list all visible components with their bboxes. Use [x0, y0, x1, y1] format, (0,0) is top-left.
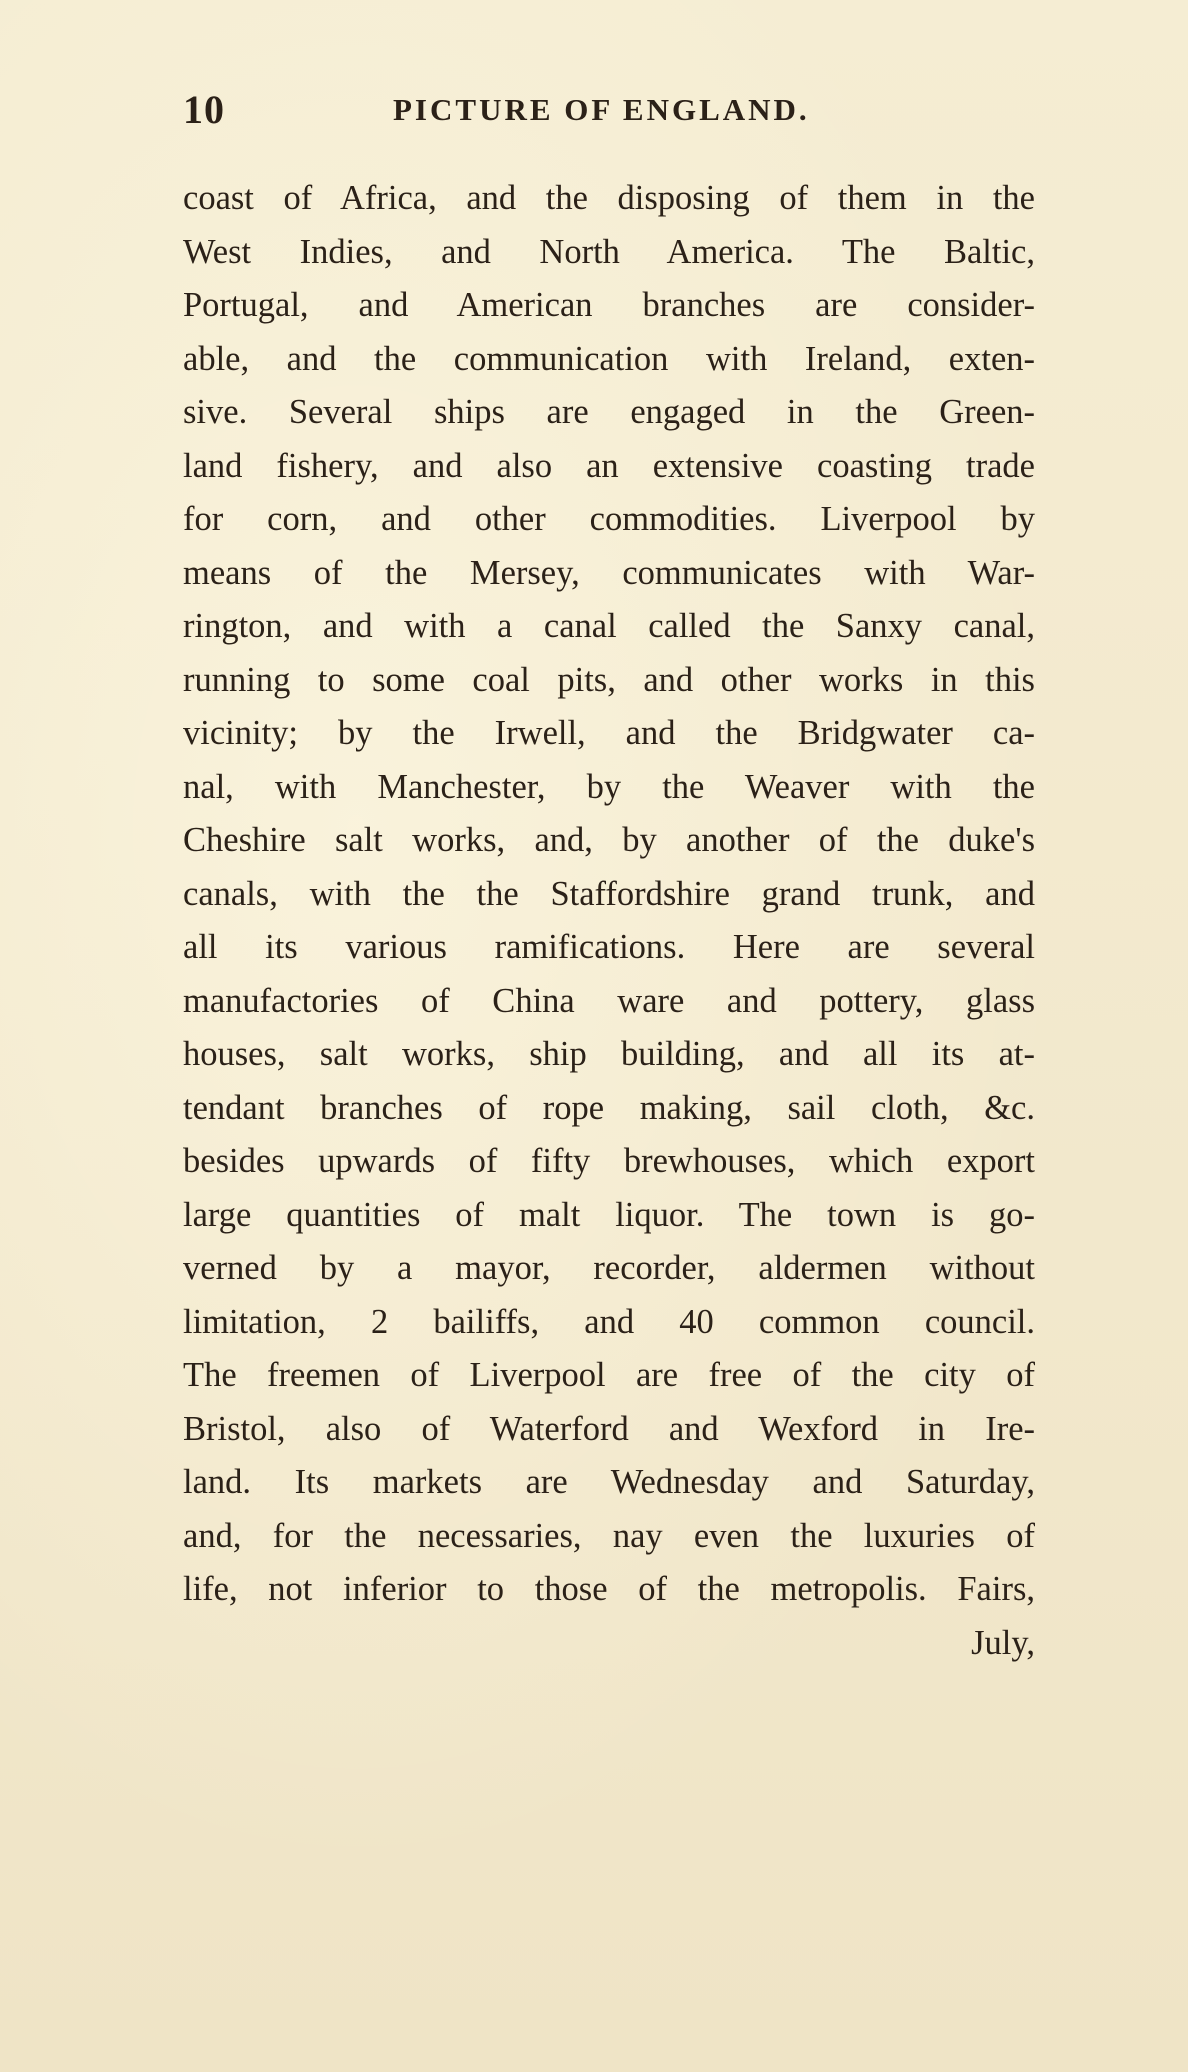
catchword: July,	[971, 1623, 1035, 1662]
text-line: able, and the communication with Ireland, exten-	[183, 339, 1035, 378]
page-number: 10	[183, 87, 225, 132]
text-line: large quantities of malt liquor. The town is go-	[183, 1195, 1035, 1234]
text-line: means of the Mersey, communicates with War-	[183, 553, 1035, 592]
text-line: and, for the necessaries, nay even the luxuries of	[183, 1516, 1035, 1555]
text-line: life, not inferior to those of the metropolis. Fairs,	[183, 1570, 1035, 1608]
text-line: verned by a mayor, recorder, aldermen without	[183, 1249, 1035, 1287]
body-text	[183, 172, 1035, 1670]
text-line: vicinity; by the Irwell, and the Bridgwater ca-	[183, 714, 1035, 752]
text-line: land. Its markets are Wednesday and Saturday,	[183, 1463, 1035, 1501]
text-line: The freemen of Liverpool are free of the city of	[183, 1356, 1035, 1394]
text-line: manufactories of China ware and pottery, glass	[183, 981, 1035, 1020]
page-header	[183, 86, 1013, 146]
running-title: PICTURE OF ENGLAND.	[393, 92, 810, 127]
text-line: land fishery, and also an extensive coasting trade	[183, 446, 1035, 485]
text-line: running to some coal pits, and other works in this	[183, 660, 1035, 699]
text-line: West Indies, and North America. The Baltic,	[183, 232, 1035, 271]
text-line: all its various ramifications. Here are several	[183, 928, 1035, 966]
text-line: Bristol, also of Waterford and Wexford in Ire-	[183, 1409, 1035, 1448]
text-line: for corn, and other commodities. Liverpool by	[183, 500, 1035, 538]
text-line: tendant branches of rope making, sail cloth, &c.	[183, 1088, 1035, 1127]
text-line: besides upwards of fifty brewhouses, which export	[183, 1142, 1035, 1180]
text-line: limitation, 2 bailiffs, and 40 common council.	[183, 1302, 1035, 1341]
text-line: houses, salt works, ship building, and all its at-	[183, 1035, 1035, 1073]
text-line: coast of Africa, and the disposing of them in the	[183, 179, 1035, 217]
text-line: canals, with the the Staffordshire grand trunk, and	[183, 874, 1035, 913]
text-line: Cheshire salt works, and, by another of the duke's	[183, 821, 1035, 859]
text-line: Portugal, and American branches are consider-	[183, 286, 1035, 324]
text-line: rington, and with a canal called the Sanxy canal,	[183, 607, 1035, 645]
text-line: sive. Several ships are engaged in the Green-	[183, 393, 1035, 431]
text-line: nal, with Manchester, by the Weaver with the	[183, 767, 1035, 806]
